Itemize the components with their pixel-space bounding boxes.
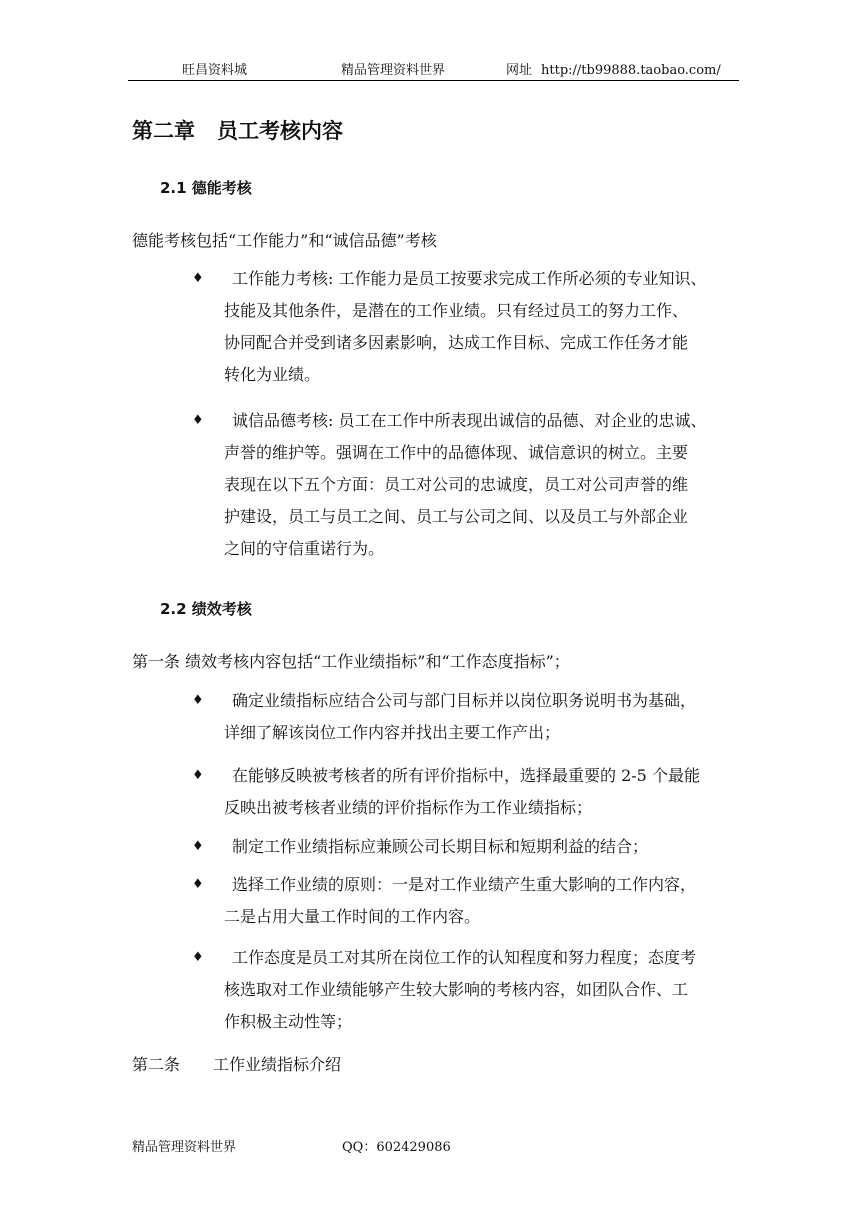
header-center-text: 精品管理资料世界 <box>341 63 446 78</box>
bullet-line: 二是占用大量工作时间的工作内容。 <box>224 907 481 926</box>
section-heading-2-1: 2.1 德能考核 <box>160 179 252 197</box>
diamond-bullet-icon: ♦ <box>192 839 204 854</box>
bullet-item <box>224 405 744 565</box>
bullet-item <box>224 831 744 863</box>
bullet-line: 之间的守信重诺行为。 <box>224 539 385 558</box>
diamond-bullet-icon: ♦ <box>192 271 204 286</box>
bullet-line: 声誉的维护等。强调在工作中的品德体现、诚信意识的树立。主要 <box>224 443 689 462</box>
diamond-bullet-icon: ♦ <box>192 950 204 965</box>
header-left-text: 旺昌资料城 <box>182 63 248 78</box>
bullet-line: 转化为业绩。 <box>224 365 321 384</box>
footer-left-text: 精品管理资料世界 <box>132 1140 237 1155</box>
bullet-line: 在能够反映被考核者的所有评价指标中，选择最重要的 2-5 个最能 <box>232 766 700 785</box>
bullet-line: 表现在以下五个方面：员工对公司的忠诚度，员工对公司声誉的维 <box>224 475 689 494</box>
bullet-line: 制定工作业绩指标应兼顾公司长期目标和短期利益的结合； <box>232 837 649 856</box>
section-heading-2-2: 2.2 绩效考核 <box>160 600 252 618</box>
chapter-number: 第二章 <box>132 119 195 143</box>
bullet-line: 核选取对工作业绩能够产生较大影响的考核内容，如团队合作、工 <box>224 980 689 999</box>
bullet-item <box>224 263 744 391</box>
article-2-number: 第二条 <box>132 1055 181 1074</box>
bullet-item <box>224 760 744 824</box>
bullet-line: 技能及其他条件，是潜在的工作业绩。只有经过员工的努力工作、 <box>224 301 689 320</box>
diamond-bullet-icon: ♦ <box>192 413 204 428</box>
article-2-title: 工作业绩指标介绍 <box>213 1055 342 1074</box>
bullet-line: 作积极主动性等； <box>224 1012 353 1031</box>
header-url-link[interactable]: http://tb99888.taobao.com/ <box>541 63 721 78</box>
footer-qq: QQ：602429086 <box>342 1140 451 1155</box>
section1-intro: 德能考核包括“工作能力”和“诚信品德”考核 <box>132 231 437 250</box>
bullet-item <box>224 685 744 749</box>
article-1-text: 第一条 绩效考核内容包括“工作业绩指标”和“工作态度指标”； <box>132 652 570 671</box>
bullet-line: 工作能力考核: 工作能力是员工按要求完成工作所必须的专业知识、 <box>232 269 707 288</box>
bullet-line: 护建设，员工与员工之间、员工与公司之间、以及员工与外部企业 <box>224 507 689 526</box>
chapter-name: 员工考核内容 <box>217 119 343 143</box>
bullet-line: 协同配合并受到诸多因素影响，达成工作目标、完成工作任务才能 <box>224 333 689 352</box>
diamond-bullet-icon: ♦ <box>192 877 204 892</box>
bullet-line: 选择工作业绩的原则：一是对工作业绩产生重大影响的工作内容， <box>232 875 697 894</box>
bullet-line: 诚信品德考核: 员工在工作中所表现出诚信的品德、对企业的忠诚、 <box>232 411 707 430</box>
bullet-line: 工作态度是员工对其所在岗位工作的认知程度和努力程度；态度考 <box>232 948 697 967</box>
bullet-line: 反映出被考核者业绩的评价指标作为工作业绩指标； <box>224 798 593 817</box>
diamond-bullet-icon: ♦ <box>192 693 204 708</box>
bullet-line: 详细了解该岗位工作内容并找出主要工作产出； <box>224 723 561 742</box>
header-divider <box>128 80 739 81</box>
bullet-line: 确定业绩指标应结合公司与部门目标并以岗位职务说明书为基础， <box>232 691 697 710</box>
header-url-label: 网址 <box>506 63 533 78</box>
bullet-item <box>224 942 744 1038</box>
chapter-title <box>132 117 343 145</box>
diamond-bullet-icon: ♦ <box>192 768 204 783</box>
bullet-item <box>224 869 744 933</box>
